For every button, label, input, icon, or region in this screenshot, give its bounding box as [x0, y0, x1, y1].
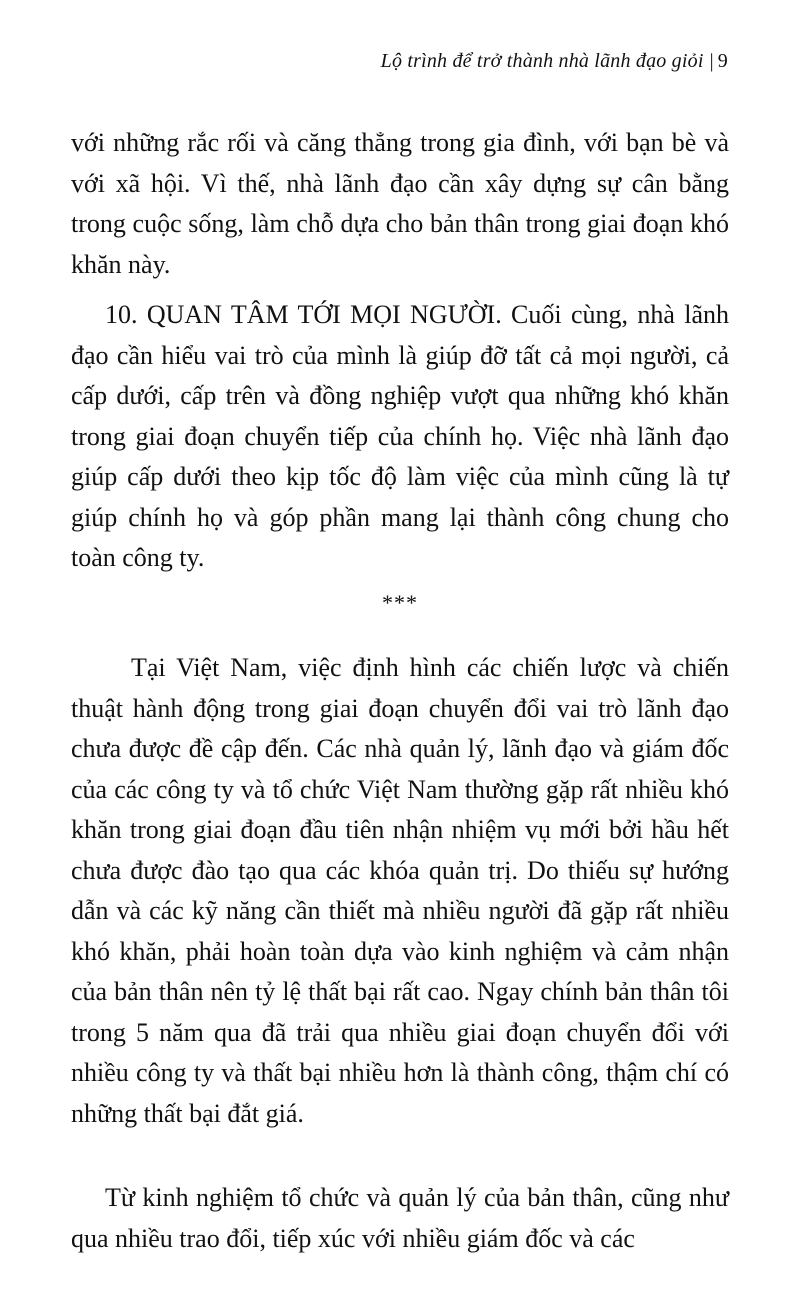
- paragraph-continuation: với những rắc rối và căng thẳng trong gia đình, với bạn bè và với xã hội. Vì thế, nhà lãnh đạo cần xây dựng sự cân bằng trong cuộc sống, làm chỗ dựa cho bản thân trong giai đoạn khó khăn này.: [71, 128, 729, 279]
- paragraph-vietnam: Tại Việt Nam, việc định hình các chiến lược và chiến thuật hành động trong giai đoạn chuyển đổi vai trò lãnh đạo chưa được đề cập đến. Các nhà quản lý, lãnh đạo và giám đốc của các công ty và tổ chức Việt Nam thường gặp rất nhiều khó khăn trong giai đoạn đầu tiên nhận nhiệm vụ mới bởi hầu hết chưa được đào tạo qua các khóa quản trị. Do thiếu sự hướng dẫn và các kỹ năng cần thiết mà nhiều người đã gặp rất nhiều khó khăn, phải hoàn toàn dựa vào kinh nghiệm và cảm nhận của bản thân nên tỷ lệ thất bại rất cao. Ngay chính bản thân tôi trong 5 năm qua đã trải qua nhiều giai đoạn chuyển đổi với nhiều công ty và thất bại nhiều hơn là thành công, thậm chí có những thất bại đắt giá.: [71, 653, 729, 1128]
- paragraph-experience: Từ kinh nghiệm tổ chức và quản lý của bản thân, cũng như qua nhiều trao đổi, tiếp xúc với nhiều giám đốc và các: [71, 1183, 729, 1253]
- running-header: [381, 50, 728, 73]
- header-separator: |: [709, 50, 714, 72]
- paragraph-point-10: 10. QUAN TÂM TỚI MỌI NGƯỜI. Cuối cùng, nhà lãnh đạo cần hiểu vai trò của mình là giúp đỡ tất cả mọi người, cả cấp dưới, cấp trên và đồng nghiệp vượt qua những khó khăn trong giai đoạn chuyển tiếp của chính họ. Việc nhà lãnh đạo giúp cấp dưới theo kịp tốc độ làm việc của mình cũng là tự giúp chính họ và góp phần mang lại thành công chung cho toàn công ty.: [71, 300, 729, 572]
- page-number: 9: [717, 50, 728, 72]
- section-separator: ***: [382, 590, 418, 615]
- book-title: Lộ trình để trở thành nhà lãnh đạo giỏi: [380, 50, 704, 72]
